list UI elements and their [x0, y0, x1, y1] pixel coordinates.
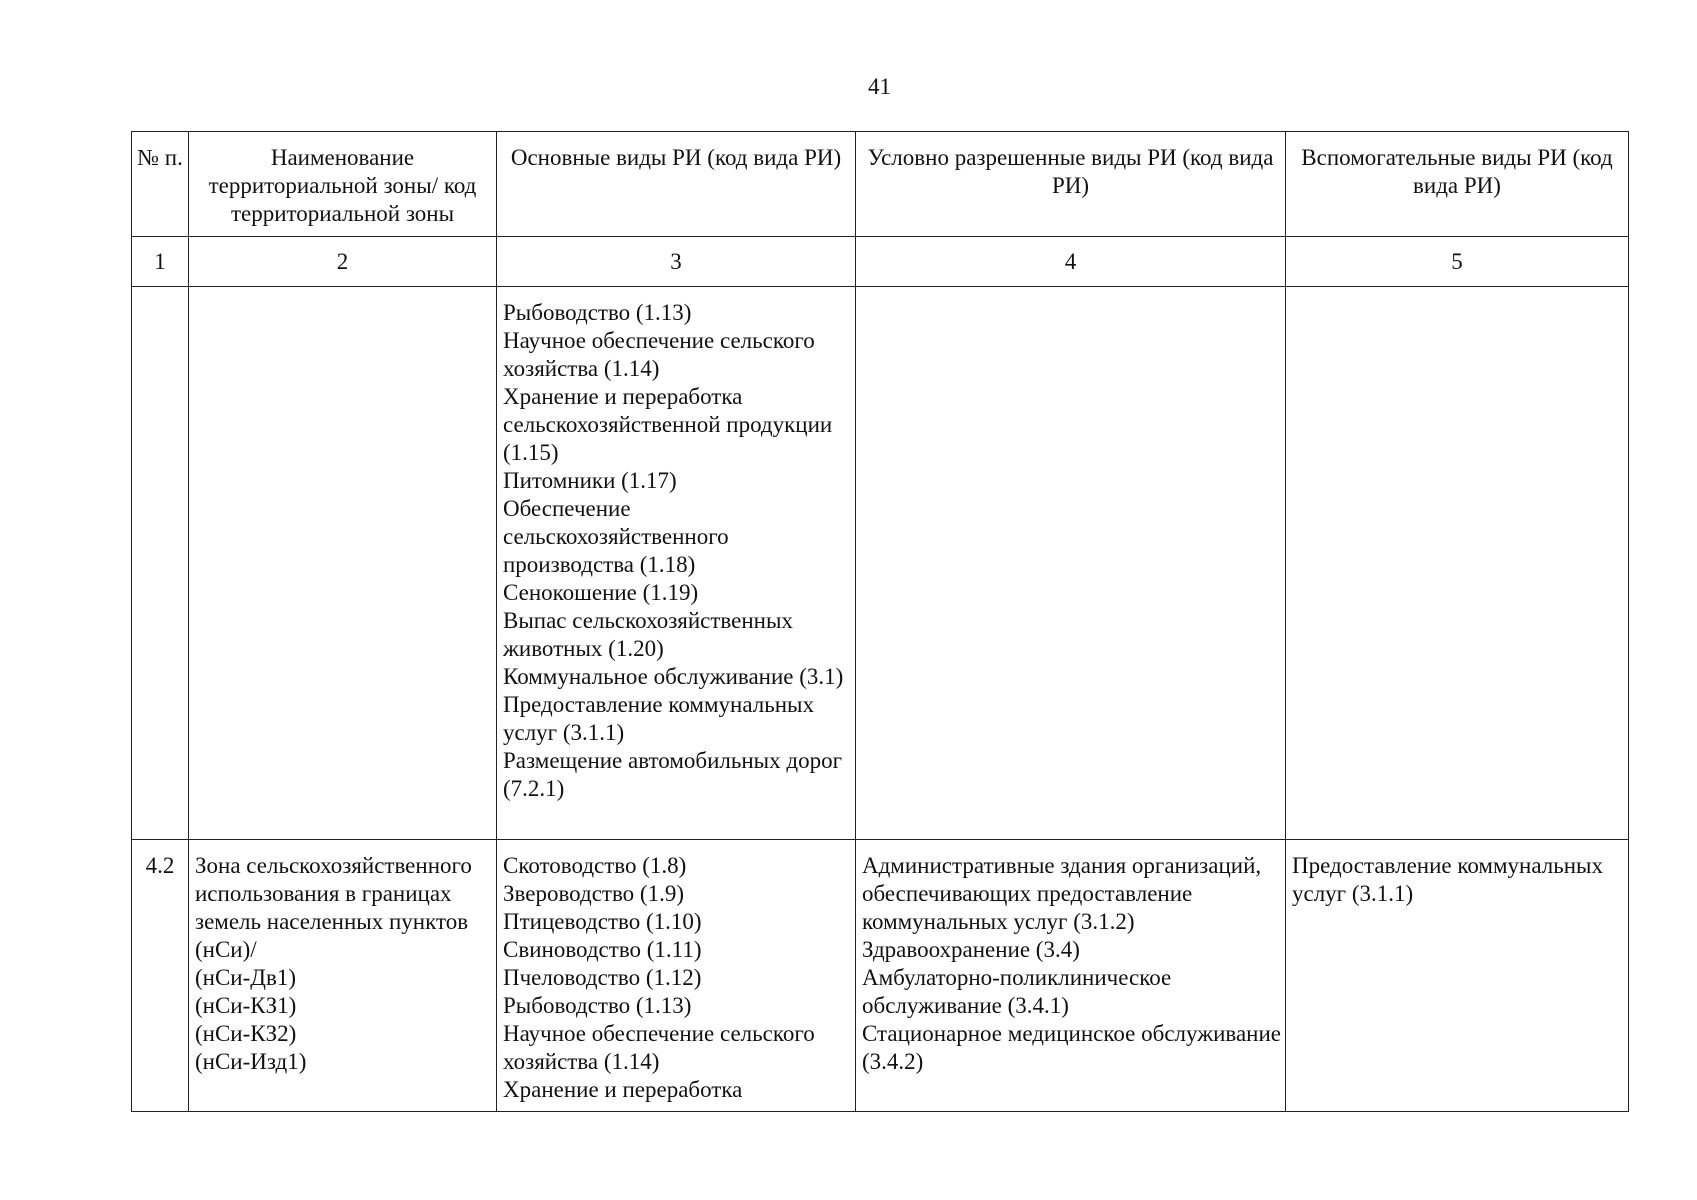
conditional-uses-list: [862, 852, 1281, 1076]
list-item: (нСи-КЗ2): [195, 1021, 297, 1046]
header-number: № п.: [132, 132, 189, 237]
list-item: Предоставление коммунальных услуг (3.1.1): [1292, 853, 1603, 906]
list-item: Размещение автомобильных дорог (7.2.1): [503, 748, 843, 801]
list-item: Предоставление коммунальных услуг (3.1.1): [503, 692, 814, 745]
column-number-row: [132, 237, 1629, 287]
list-item: Стационарное медицинское обслуживание (3.4.2): [862, 1021, 1281, 1074]
page-number: 41: [868, 74, 891, 99]
header-zone-name: Наименование территориальной зоны/ код территориальной зоны: [189, 132, 497, 237]
header-auxiliary-uses: Вспомогательные виды РИ (код вида РИ): [1286, 132, 1629, 237]
list-item: Питомники (1.17): [503, 468, 677, 493]
list-item: (нСи-КЗ1): [195, 993, 297, 1018]
list-item: Хранение и переработка: [503, 1077, 743, 1102]
list-item: (нСи-Изд1): [195, 1049, 307, 1074]
table-row-zone-4-2: [132, 840, 1629, 1112]
column-number: 1: [132, 237, 189, 287]
list-item: Свиноводство (1.11): [503, 937, 702, 962]
conditional-uses-cell: [856, 287, 1286, 840]
list-item: Хранение и переработка сельскохозяйственной продукции (1.15): [503, 384, 833, 465]
conditional-uses-cell: [856, 840, 1286, 1112]
column-number: 3: [497, 237, 856, 287]
main-uses-list: [503, 852, 851, 1104]
main-uses-list: [503, 299, 851, 803]
column-number: 4: [856, 237, 1286, 287]
zone-name-cell: [189, 840, 497, 1112]
list-item: Пчеловодство (1.12): [503, 965, 702, 990]
row-number-cell: 4.2: [132, 840, 189, 1112]
auxiliary-uses-cell: [1286, 840, 1629, 1112]
list-item: Выпас сельскохозяйственных животных (1.20): [503, 608, 793, 661]
zone-name-cell: [189, 287, 497, 840]
list-item: Скотоводство (1.8): [503, 853, 687, 878]
list-item: Птицеводство (1.10): [503, 909, 702, 934]
column-number: 5: [1286, 237, 1629, 287]
row-number-cell: [132, 287, 189, 840]
list-item: (нСи-Дв1): [195, 965, 296, 990]
header-main-uses: Основные виды РИ (код вида РИ): [497, 132, 856, 237]
list-item: Рыбоводство (1.13): [503, 300, 692, 325]
column-number: 2: [189, 237, 497, 287]
header-conditional-uses: Условно разрешенные виды РИ (код вида РИ): [856, 132, 1286, 237]
list-item: Обеспечение сельскохозяйственного производства (1.18): [503, 496, 729, 577]
table-row-continuation: [132, 287, 1629, 840]
zoning-table: [131, 131, 1629, 1112]
zone-name-list: [195, 852, 492, 1076]
list-item: Зона сельскохозяйственного использования в границах земель населенных пунктов (нСи)/: [195, 853, 472, 962]
list-item: Амбулаторно-поликлиническое обслуживание (3.4.1): [862, 965, 1172, 1018]
list-item: Звероводство (1.9): [503, 881, 684, 906]
list-item: Сенокошение (1.19): [503, 580, 699, 605]
list-item: Рыбоводство (1.13): [503, 993, 692, 1018]
main-uses-cell: [497, 840, 856, 1112]
list-item: Научное обеспечение сельского хозяйства (1.14): [503, 328, 815, 381]
list-item: Научное обеспечение сельского хозяйства (1.14): [503, 1021, 815, 1074]
list-item: Административные здания организаций, обеспечивающих предоставление коммунальных услуг (3.1.2): [862, 853, 1262, 934]
auxiliary-uses-list: [1292, 852, 1624, 908]
main-uses-cell: [497, 287, 856, 840]
list-item: Здравоохранение (3.4): [862, 937, 1080, 962]
list-item: Коммунальное обслуживание (3.1): [503, 664, 844, 689]
header-row: [132, 132, 1629, 237]
auxiliary-uses-cell: [1286, 287, 1629, 840]
